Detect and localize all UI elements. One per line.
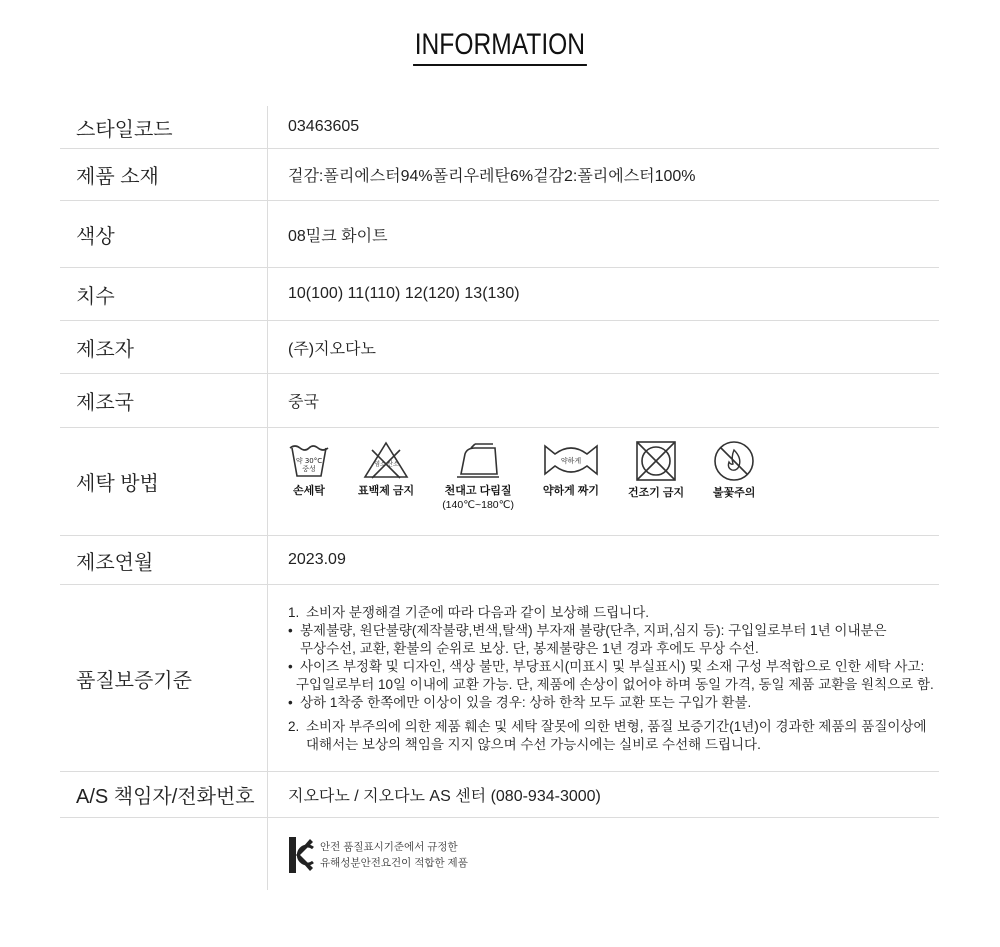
kc-mark-icon xyxy=(288,836,314,874)
care-item-no-dryer xyxy=(628,440,684,500)
size-value: 10(100) 11(110) 12(120) 13(130) xyxy=(288,285,520,302)
kc-text xyxy=(320,839,468,871)
washing-label: 세탁 방법 xyxy=(60,428,268,535)
no-bleach-inner-text: 염소 xyxy=(374,461,386,468)
page-title: INFORMATION xyxy=(413,28,587,66)
warranty-bullet-2 xyxy=(288,658,934,694)
title-wrap xyxy=(0,28,1000,66)
warranty-item-1-num: 1. xyxy=(288,605,300,620)
iron-label xyxy=(442,484,514,512)
warranty-bullet-1 xyxy=(288,622,934,658)
style-code-label: 스타일코드 xyxy=(60,106,268,148)
info-table xyxy=(60,106,939,890)
wring-label: 약하게 짜기 xyxy=(542,485,600,497)
wring-inner-text: 약하게 xyxy=(560,457,582,465)
hand-wash-label: 손세탁 xyxy=(293,485,325,497)
row-warranty xyxy=(60,585,939,772)
color-label: 색상 xyxy=(60,201,268,267)
as-label: A/S 책임자/전화번호 xyxy=(60,772,268,817)
date-label: 제조연월 xyxy=(60,536,268,584)
no-tumble-dry-icon xyxy=(634,440,678,482)
care-item-iron xyxy=(442,440,514,512)
maker-value: (주)지오다노 xyxy=(288,340,376,358)
keep-away-fire-icon xyxy=(712,440,756,482)
iron-label-sub: (140℃~180℃) xyxy=(442,499,514,511)
row-washing xyxy=(60,428,939,536)
warranty-label: 품질보증기준 xyxy=(60,585,268,771)
kc-empty-label xyxy=(60,818,268,890)
kc-certification xyxy=(288,836,468,874)
care-item-hand-wash xyxy=(288,440,330,498)
warranty-cell xyxy=(268,585,939,771)
style-code-value: 03463605 xyxy=(288,118,360,135)
row-as xyxy=(60,772,939,818)
warranty-item-2-line1: 소비자 부주의에 의한 제품 훼손 및 세탁 잘못에 의한 변형, 품질 보증기간(1년)이 경과한 제품의 품질이상에 xyxy=(306,719,927,734)
warranty-bullet-3-line1: 상하 1착중 한쪽에만 이상이 있을 경우: 상하 한착 모두 교환 또는 구입가 환불. xyxy=(300,695,752,710)
material-label: 제품 소재 xyxy=(60,149,268,200)
date-value: 2023.09 xyxy=(288,551,346,568)
warranty-item-1 xyxy=(288,604,934,622)
warranty-item-2-num: 2. xyxy=(288,719,300,734)
warranty-item-2 xyxy=(288,718,934,754)
as-value: 지오다노 / 지오다노 AS 센터 (080-934-3000) xyxy=(288,788,601,805)
gentle-wring-icon xyxy=(542,440,600,480)
hand-wash-inner-text: 약 30°C xyxy=(295,457,323,465)
no-bleach-icon xyxy=(362,440,410,480)
row-size xyxy=(60,268,939,321)
no-dryer-label: 건조기 금지 xyxy=(627,487,685,499)
row-style-code xyxy=(60,106,939,149)
hand-wash-30-icon xyxy=(288,440,330,480)
row-kc xyxy=(60,818,939,890)
care-icons xyxy=(268,428,939,535)
country-value: 중국 xyxy=(288,394,319,411)
warranty-bullet-2-line2: 구입일로부터 10일 이내에 교환 가능. 단, 제품에 손상이 없어야 하며 동일 가격, 동일 제품 교환을 원칙으로 함. xyxy=(296,677,934,692)
maker-label: 제조자 xyxy=(60,321,268,373)
row-country xyxy=(60,374,939,428)
kc-line1: 안전 품질표시기준에서 규정한 xyxy=(320,841,458,853)
warranty-bullet-3 xyxy=(288,694,934,712)
material-value: 겉감:폴리에스터94%폴리우레탄6%겉감2:폴리에스터100% xyxy=(288,168,696,185)
country-label: 제조국 xyxy=(60,374,268,427)
bullet-mark: • xyxy=(288,623,293,638)
kc-line2: 유해성분안전요건이 적합한 제품 xyxy=(320,857,468,869)
care-item-no-bleach xyxy=(358,440,414,498)
warranty-bullet-1-line2: 무상수선, 교환, 환불의 순위로 보상. 단, 봉제불량은 1년 경과 후에도 무상 수선. xyxy=(300,641,759,656)
fire-label: 불꽃주의 xyxy=(712,487,756,499)
care-item-fire xyxy=(712,440,756,500)
color-value: 08밀크 화이트 xyxy=(288,227,388,245)
iron-label-main: 천대고 다림질 xyxy=(444,485,512,497)
row-date xyxy=(60,536,939,585)
row-maker xyxy=(60,321,939,374)
bullet-mark: • xyxy=(288,695,293,710)
row-color xyxy=(60,201,939,268)
warranty-text xyxy=(288,602,934,754)
warranty-item-2-line2: 대해서는 보상의 책임을 지지 않으며 수선 가능시에는 실비로 수선해 드립니다. xyxy=(306,737,761,752)
row-material xyxy=(60,149,939,201)
no-bleach-label: 표백제 금지 xyxy=(358,485,415,497)
hand-wash-inner-text2: 중성 xyxy=(302,465,316,473)
warranty-bullet-1-line1: 봉제불량, 원단불량(제작불량,변색,탈색) 부자재 불량(단추, 지퍼,심지 등): 구입일로부터 1년 이내분은 xyxy=(300,623,887,638)
care-item-wring xyxy=(542,440,600,498)
size-label: 치수 xyxy=(60,268,268,320)
warranty-bullet-2-line1: 사이즈 부정확 및 디자인, 색상 불만, 부당표시(미표시 및 부실표시) 및 소재 구성 부적합으로 인한 세탁 사고: xyxy=(300,659,925,674)
iron-with-cloth-icon xyxy=(455,440,501,480)
bullet-mark: • xyxy=(288,659,293,674)
warranty-item-1-text: 소비자 분쟁해결 기준에 따라 다음과 같이 보상해 드립니다. xyxy=(306,605,649,620)
no-bleach-inner-text2: 산소 xyxy=(387,461,399,468)
kc-cell xyxy=(268,818,939,890)
